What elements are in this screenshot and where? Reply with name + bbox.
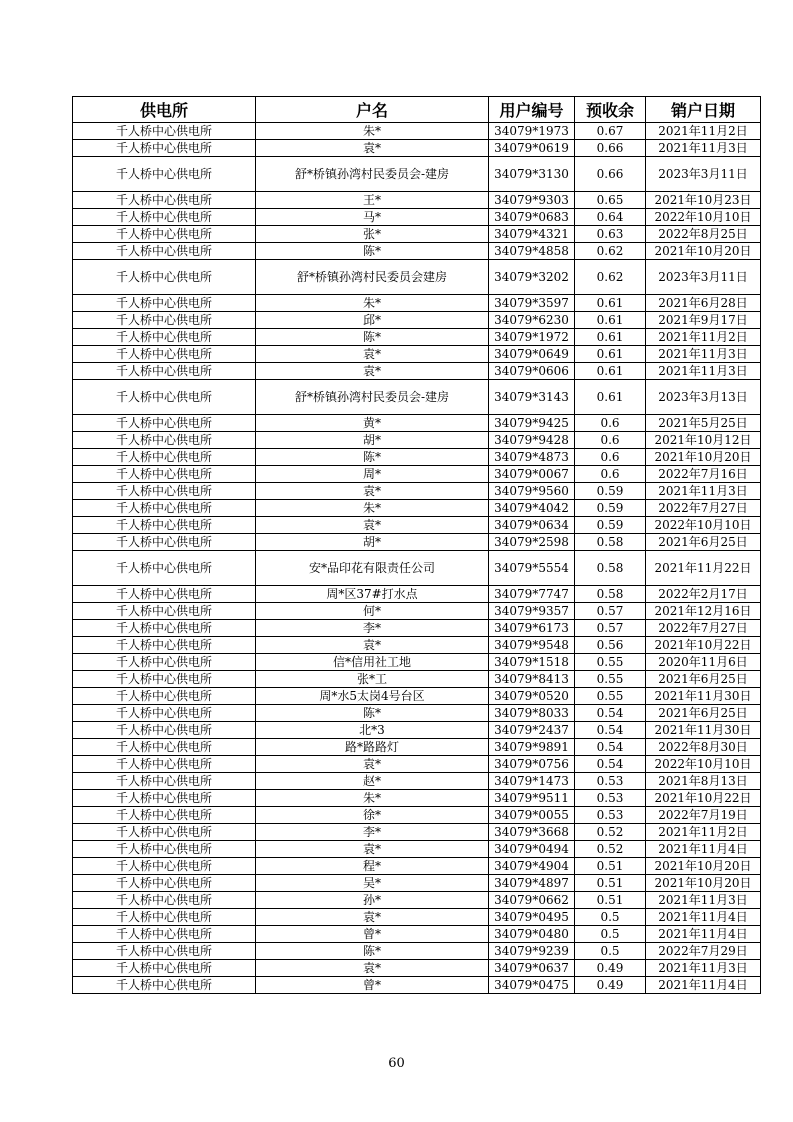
cell-power-station: 千人桥中心供电所 xyxy=(73,363,256,380)
table-row xyxy=(73,534,761,551)
table-row xyxy=(73,943,761,960)
cell-account-name: 舒*桥镇孙湾村民委员会-建房 xyxy=(256,380,489,415)
cell-closure-date: 2021年11月3日 xyxy=(646,892,761,909)
cell-prepaid-balance: 0.65 xyxy=(575,192,646,209)
cell-prepaid-balance: 0.57 xyxy=(575,603,646,620)
table-row xyxy=(73,790,761,807)
cell-account-name: 舒*桥镇孙湾村民委员会建房 xyxy=(256,260,489,295)
cell-account-name: 曾* xyxy=(256,977,489,994)
cell-account-name: 朱* xyxy=(256,123,489,140)
cell-user-id: 34079*0637 xyxy=(489,960,575,977)
cell-power-station: 千人桥中心供电所 xyxy=(73,858,256,875)
cell-closure-date: 2023年3月11日 xyxy=(646,157,761,192)
cell-power-station: 千人桥中心供电所 xyxy=(73,346,256,363)
cell-user-id: 34079*4904 xyxy=(489,858,575,875)
cell-user-id: 34079*0619 xyxy=(489,140,575,157)
cell-power-station: 千人桥中心供电所 xyxy=(73,705,256,722)
table-row xyxy=(73,329,761,346)
cell-closure-date: 2021年10月23日 xyxy=(646,192,761,209)
cell-closure-date: 2021年11月3日 xyxy=(646,363,761,380)
table-row xyxy=(73,705,761,722)
cell-prepaid-balance: 0.6 xyxy=(575,466,646,483)
cell-closure-date: 2021年11月3日 xyxy=(646,483,761,500)
table-row xyxy=(73,637,761,654)
table-row xyxy=(73,295,761,312)
cell-prepaid-balance: 0.54 xyxy=(575,756,646,773)
cell-power-station: 千人桥中心供电所 xyxy=(73,586,256,603)
cell-user-id: 34079*0634 xyxy=(489,517,575,534)
table-row xyxy=(73,807,761,824)
cell-user-id: 34079*9891 xyxy=(489,739,575,756)
cell-account-name: 胡* xyxy=(256,534,489,551)
cell-power-station: 千人桥中心供电所 xyxy=(73,620,256,637)
cell-account-name: 北*3 xyxy=(256,722,489,739)
table-row xyxy=(73,739,761,756)
cell-prepaid-balance: 0.61 xyxy=(575,363,646,380)
cell-closure-date: 2022年10月10日 xyxy=(646,517,761,534)
cell-user-id: 34079*4858 xyxy=(489,243,575,260)
cell-account-name: 袁* xyxy=(256,363,489,380)
cell-prepaid-balance: 0.52 xyxy=(575,841,646,858)
cell-user-id: 34079*1473 xyxy=(489,773,575,790)
cell-closure-date: 2021年11月3日 xyxy=(646,346,761,363)
cell-account-name: 王* xyxy=(256,192,489,209)
cell-power-station: 千人桥中心供电所 xyxy=(73,517,256,534)
cell-user-id: 34079*1972 xyxy=(489,329,575,346)
cell-closure-date: 2021年10月20日 xyxy=(646,858,761,875)
table-row xyxy=(73,209,761,226)
cell-prepaid-balance: 0.55 xyxy=(575,688,646,705)
cell-prepaid-balance: 0.6 xyxy=(575,432,646,449)
cell-account-name: 朱* xyxy=(256,295,489,312)
cell-prepaid-balance: 0.51 xyxy=(575,875,646,892)
cell-account-name: 陈* xyxy=(256,449,489,466)
cell-power-station: 千人桥中心供电所 xyxy=(73,943,256,960)
table-row xyxy=(73,260,761,295)
cell-closure-date: 2023年3月13日 xyxy=(646,380,761,415)
cell-prepaid-balance: 0.5 xyxy=(575,943,646,960)
table-row xyxy=(73,875,761,892)
cell-power-station: 千人桥中心供电所 xyxy=(73,841,256,858)
cell-account-name: 信*信用社工地 xyxy=(256,654,489,671)
cell-prepaid-balance: 0.64 xyxy=(575,209,646,226)
cell-prepaid-balance: 0.53 xyxy=(575,773,646,790)
cell-prepaid-balance: 0.58 xyxy=(575,551,646,586)
cell-closure-date: 2023年3月11日 xyxy=(646,260,761,295)
cell-prepaid-balance: 0.53 xyxy=(575,807,646,824)
cell-prepaid-balance: 0.57 xyxy=(575,620,646,637)
cell-closure-date: 2021年11月4日 xyxy=(646,841,761,858)
table-row xyxy=(73,432,761,449)
table-row xyxy=(73,892,761,909)
cell-closure-date: 2022年8月30日 xyxy=(646,739,761,756)
cell-power-station: 千人桥中心供电所 xyxy=(73,807,256,824)
cell-prepaid-balance: 0.66 xyxy=(575,140,646,157)
cell-prepaid-balance: 0.61 xyxy=(575,295,646,312)
table-row xyxy=(73,243,761,260)
table-row xyxy=(73,688,761,705)
cell-power-station: 千人桥中心供电所 xyxy=(73,739,256,756)
cell-closure-date: 2021年10月20日 xyxy=(646,449,761,466)
cell-power-station: 千人桥中心供电所 xyxy=(73,722,256,739)
cell-account-name: 李* xyxy=(256,824,489,841)
cell-power-station: 千人桥中心供电所 xyxy=(73,329,256,346)
table-row xyxy=(73,909,761,926)
cell-power-station: 千人桥中心供电所 xyxy=(73,243,256,260)
cell-power-station: 千人桥中心供电所 xyxy=(73,892,256,909)
cell-closure-date: 2021年10月20日 xyxy=(646,875,761,892)
cell-account-name: 周*区37#打水点 xyxy=(256,586,489,603)
cell-prepaid-balance: 0.6 xyxy=(575,449,646,466)
cell-user-id: 34079*8033 xyxy=(489,705,575,722)
cell-account-name: 吴* xyxy=(256,875,489,892)
table-row xyxy=(73,620,761,637)
table-row xyxy=(73,346,761,363)
cell-user-id: 34079*9548 xyxy=(489,637,575,654)
cell-user-id: 34079*9511 xyxy=(489,790,575,807)
header-closure-date: 销户日期 xyxy=(646,97,761,123)
cell-account-name: 朱* xyxy=(256,500,489,517)
cell-user-id: 34079*8413 xyxy=(489,671,575,688)
cell-user-id: 34079*4897 xyxy=(489,875,575,892)
cell-power-station: 千人桥中心供电所 xyxy=(73,140,256,157)
cell-user-id: 34079*0480 xyxy=(489,926,575,943)
cell-user-id: 34079*3597 xyxy=(489,295,575,312)
cell-account-name: 袁* xyxy=(256,346,489,363)
cell-user-id: 34079*9239 xyxy=(489,943,575,960)
cell-user-id: 34079*2598 xyxy=(489,534,575,551)
cell-closure-date: 2021年11月22日 xyxy=(646,551,761,586)
cell-power-station: 千人桥中心供电所 xyxy=(73,671,256,688)
cell-closure-date: 2021年6月25日 xyxy=(646,534,761,551)
cell-prepaid-balance: 0.55 xyxy=(575,654,646,671)
cell-user-id: 34079*9425 xyxy=(489,415,575,432)
cell-account-name: 李* xyxy=(256,620,489,637)
page-number: 60 xyxy=(388,1056,405,1071)
table-row xyxy=(73,960,761,977)
cell-closure-date: 2021年11月3日 xyxy=(646,140,761,157)
cell-closure-date: 2021年12月16日 xyxy=(646,603,761,620)
cell-power-station: 千人桥中心供电所 xyxy=(73,875,256,892)
cell-prepaid-balance: 0.49 xyxy=(575,960,646,977)
cell-power-station: 千人桥中心供电所 xyxy=(73,790,256,807)
cell-account-name: 徐* xyxy=(256,807,489,824)
cell-account-name: 陈* xyxy=(256,705,489,722)
cell-account-name: 路*路路灯 xyxy=(256,739,489,756)
cell-closure-date: 2021年11月30日 xyxy=(646,688,761,705)
cell-user-id: 34079*0683 xyxy=(489,209,575,226)
cell-account-name: 邱* xyxy=(256,312,489,329)
cell-prepaid-balance: 0.61 xyxy=(575,312,646,329)
table-row xyxy=(73,977,761,994)
cell-power-station: 千人桥中心供电所 xyxy=(73,260,256,295)
cell-account-name: 孙* xyxy=(256,892,489,909)
cell-closure-date: 2021年11月3日 xyxy=(646,960,761,977)
cell-closure-date: 2021年11月2日 xyxy=(646,123,761,140)
cell-power-station: 千人桥中心供电所 xyxy=(73,466,256,483)
cell-closure-date: 2022年7月29日 xyxy=(646,943,761,960)
cell-power-station: 千人桥中心供电所 xyxy=(73,483,256,500)
table-row xyxy=(73,192,761,209)
cell-closure-date: 2021年11月4日 xyxy=(646,926,761,943)
cell-account-name: 袁* xyxy=(256,960,489,977)
cell-user-id: 34079*6173 xyxy=(489,620,575,637)
cell-closure-date: 2022年7月19日 xyxy=(646,807,761,824)
cell-power-station: 千人桥中心供电所 xyxy=(73,909,256,926)
cell-user-id: 34079*9428 xyxy=(489,432,575,449)
cell-prepaid-balance: 0.61 xyxy=(575,329,646,346)
cell-prepaid-balance: 0.59 xyxy=(575,483,646,500)
cell-account-name: 陈* xyxy=(256,329,489,346)
account-closure-table xyxy=(72,96,761,994)
cell-account-name: 袁* xyxy=(256,841,489,858)
cell-user-id: 34079*4042 xyxy=(489,500,575,517)
cell-user-id: 34079*0662 xyxy=(489,892,575,909)
cell-account-name: 周* xyxy=(256,466,489,483)
cell-power-station: 千人桥中心供电所 xyxy=(73,756,256,773)
cell-user-id: 34079*2437 xyxy=(489,722,575,739)
table-row xyxy=(73,926,761,943)
cell-prepaid-balance: 0.56 xyxy=(575,637,646,654)
cell-closure-date: 2021年11月2日 xyxy=(646,824,761,841)
cell-closure-date: 2022年2月17日 xyxy=(646,586,761,603)
cell-closure-date: 2022年10月10日 xyxy=(646,209,761,226)
cell-closure-date: 2021年8月13日 xyxy=(646,773,761,790)
cell-user-id: 34079*9303 xyxy=(489,192,575,209)
cell-prepaid-balance: 0.62 xyxy=(575,260,646,295)
cell-prepaid-balance: 0.5 xyxy=(575,926,646,943)
cell-power-station: 千人桥中心供电所 xyxy=(73,123,256,140)
cell-closure-date: 2021年10月22日 xyxy=(646,790,761,807)
cell-account-name: 胡* xyxy=(256,432,489,449)
cell-prepaid-balance: 0.58 xyxy=(575,586,646,603)
cell-prepaid-balance: 0.49 xyxy=(575,977,646,994)
cell-user-id: 34079*3143 xyxy=(489,380,575,415)
cell-account-name: 袁* xyxy=(256,140,489,157)
cell-closure-date: 2021年10月12日 xyxy=(646,432,761,449)
table-row xyxy=(73,312,761,329)
header-power-station: 供电所 xyxy=(73,97,256,123)
cell-prepaid-balance: 0.53 xyxy=(575,790,646,807)
cell-closure-date: 2021年11月4日 xyxy=(646,909,761,926)
cell-power-station: 千人桥中心供电所 xyxy=(73,688,256,705)
table-row xyxy=(73,722,761,739)
cell-closure-date: 2022年8月25日 xyxy=(646,226,761,243)
cell-prepaid-balance: 0.59 xyxy=(575,500,646,517)
table-row xyxy=(73,603,761,620)
cell-user-id: 34079*0756 xyxy=(489,756,575,773)
cell-prepaid-balance: 0.51 xyxy=(575,892,646,909)
cell-power-station: 千人桥中心供电所 xyxy=(73,449,256,466)
table-row xyxy=(73,140,761,157)
cell-account-name: 张*工 xyxy=(256,671,489,688)
table-row xyxy=(73,226,761,243)
cell-account-name: 赵* xyxy=(256,773,489,790)
cell-account-name: 舒*桥镇孙湾村民委员会-建房 xyxy=(256,157,489,192)
cell-prepaid-balance: 0.51 xyxy=(575,858,646,875)
cell-power-station: 千人桥中心供电所 xyxy=(73,192,256,209)
cell-power-station: 千人桥中心供电所 xyxy=(73,773,256,790)
cell-prepaid-balance: 0.52 xyxy=(575,824,646,841)
cell-user-id: 34079*0606 xyxy=(489,363,575,380)
cell-account-name: 袁* xyxy=(256,637,489,654)
cell-prepaid-balance: 0.61 xyxy=(575,380,646,415)
cell-closure-date: 2021年9月17日 xyxy=(646,312,761,329)
cell-account-name: 陈* xyxy=(256,943,489,960)
cell-user-id: 34079*0067 xyxy=(489,466,575,483)
header-user-id: 用户编号 xyxy=(489,97,575,123)
cell-power-station: 千人桥中心供电所 xyxy=(73,637,256,654)
cell-power-station: 千人桥中心供电所 xyxy=(73,380,256,415)
cell-account-name: 袁* xyxy=(256,909,489,926)
cell-closure-date: 2021年6月28日 xyxy=(646,295,761,312)
cell-closure-date: 2020年11月6日 xyxy=(646,654,761,671)
cell-closure-date: 2021年10月20日 xyxy=(646,243,761,260)
cell-user-id: 34079*3668 xyxy=(489,824,575,841)
cell-closure-date: 2021年5月25日 xyxy=(646,415,761,432)
cell-account-name: 袁* xyxy=(256,517,489,534)
cell-power-station: 千人桥中心供电所 xyxy=(73,209,256,226)
table-body xyxy=(73,123,761,994)
cell-power-station: 千人桥中心供电所 xyxy=(73,824,256,841)
cell-power-station: 千人桥中心供电所 xyxy=(73,226,256,243)
cell-account-name: 袁* xyxy=(256,483,489,500)
cell-prepaid-balance: 0.6 xyxy=(575,415,646,432)
table-row xyxy=(73,123,761,140)
table-row xyxy=(73,363,761,380)
cell-user-id: 34079*3130 xyxy=(489,157,575,192)
cell-power-station: 千人桥中心供电所 xyxy=(73,603,256,620)
cell-power-station: 千人桥中心供电所 xyxy=(73,960,256,977)
cell-user-id: 34079*1973 xyxy=(489,123,575,140)
cell-user-id: 34079*0520 xyxy=(489,688,575,705)
cell-power-station: 千人桥中心供电所 xyxy=(73,312,256,329)
cell-prepaid-balance: 0.54 xyxy=(575,705,646,722)
cell-closure-date: 2021年11月30日 xyxy=(646,722,761,739)
cell-account-name: 周*水5太岗4号台区 xyxy=(256,688,489,705)
cell-power-station: 千人桥中心供电所 xyxy=(73,295,256,312)
cell-power-station: 千人桥中心供电所 xyxy=(73,432,256,449)
cell-prepaid-balance: 0.59 xyxy=(575,517,646,534)
cell-power-station: 千人桥中心供电所 xyxy=(73,654,256,671)
cell-prepaid-balance: 0.61 xyxy=(575,346,646,363)
cell-user-id: 34079*5554 xyxy=(489,551,575,586)
table-header-row xyxy=(73,97,761,123)
cell-user-id: 34079*0494 xyxy=(489,841,575,858)
cell-closure-date: 2022年10月10日 xyxy=(646,756,761,773)
table-row xyxy=(73,500,761,517)
cell-closure-date: 2021年6月25日 xyxy=(646,705,761,722)
table-row xyxy=(73,773,761,790)
cell-prepaid-balance: 0.67 xyxy=(575,123,646,140)
cell-closure-date: 2021年11月2日 xyxy=(646,329,761,346)
cell-user-id: 34079*0475 xyxy=(489,977,575,994)
cell-user-id: 34079*9357 xyxy=(489,603,575,620)
cell-account-name: 何* xyxy=(256,603,489,620)
cell-user-id: 34079*4873 xyxy=(489,449,575,466)
table-row xyxy=(73,858,761,875)
table-row xyxy=(73,671,761,688)
cell-prepaid-balance: 0.66 xyxy=(575,157,646,192)
cell-account-name: 安*品印花有限责任公司 xyxy=(256,551,489,586)
table-row xyxy=(73,654,761,671)
cell-closure-date: 2021年6月25日 xyxy=(646,671,761,688)
cell-user-id: 34079*3202 xyxy=(489,260,575,295)
cell-power-station: 千人桥中心供电所 xyxy=(73,977,256,994)
cell-closure-date: 2022年7月27日 xyxy=(646,620,761,637)
cell-prepaid-balance: 0.5 xyxy=(575,909,646,926)
table-row xyxy=(73,756,761,773)
cell-user-id: 34079*6230 xyxy=(489,312,575,329)
cell-power-station: 千人桥中心供电所 xyxy=(73,534,256,551)
cell-account-name: 陈* xyxy=(256,243,489,260)
table-row xyxy=(73,415,761,432)
cell-account-name: 曾* xyxy=(256,926,489,943)
table-row xyxy=(73,517,761,534)
cell-prepaid-balance: 0.58 xyxy=(575,534,646,551)
cell-closure-date: 2022年7月27日 xyxy=(646,500,761,517)
table-row xyxy=(73,157,761,192)
cell-power-station: 千人桥中心供电所 xyxy=(73,926,256,943)
cell-prepaid-balance: 0.62 xyxy=(575,243,646,260)
cell-power-station: 千人桥中心供电所 xyxy=(73,157,256,192)
table-row xyxy=(73,824,761,841)
cell-user-id: 34079*4321 xyxy=(489,226,575,243)
cell-power-station: 千人桥中心供电所 xyxy=(73,415,256,432)
cell-account-name: 程* xyxy=(256,858,489,875)
cell-prepaid-balance: 0.54 xyxy=(575,739,646,756)
cell-account-name: 黄* xyxy=(256,415,489,432)
cell-user-id: 34079*1518 xyxy=(489,654,575,671)
table-row xyxy=(73,483,761,500)
cell-prepaid-balance: 0.54 xyxy=(575,722,646,739)
cell-closure-date: 2022年7月16日 xyxy=(646,466,761,483)
cell-closure-date: 2021年10月22日 xyxy=(646,637,761,654)
cell-account-name: 袁* xyxy=(256,756,489,773)
table-row xyxy=(73,449,761,466)
table-row xyxy=(73,586,761,603)
table-row xyxy=(73,841,761,858)
cell-user-id: 34079*0055 xyxy=(489,807,575,824)
cell-power-station: 千人桥中心供电所 xyxy=(73,500,256,517)
table-row xyxy=(73,380,761,415)
cell-user-id: 34079*0649 xyxy=(489,346,575,363)
cell-prepaid-balance: 0.55 xyxy=(575,671,646,688)
cell-user-id: 34079*7747 xyxy=(489,586,575,603)
cell-account-name: 马* xyxy=(256,209,489,226)
header-prepaid-balance: 预收余 xyxy=(575,97,646,123)
cell-power-station: 千人桥中心供电所 xyxy=(73,551,256,586)
table-row xyxy=(73,551,761,586)
cell-prepaid-balance: 0.63 xyxy=(575,226,646,243)
cell-user-id: 34079*0495 xyxy=(489,909,575,926)
cell-account-name: 朱* xyxy=(256,790,489,807)
table-row xyxy=(73,466,761,483)
cell-account-name: 张* xyxy=(256,226,489,243)
cell-user-id: 34079*9560 xyxy=(489,483,575,500)
header-account-name: 户名 xyxy=(256,97,489,123)
cell-closure-date: 2021年11月4日 xyxy=(646,977,761,994)
